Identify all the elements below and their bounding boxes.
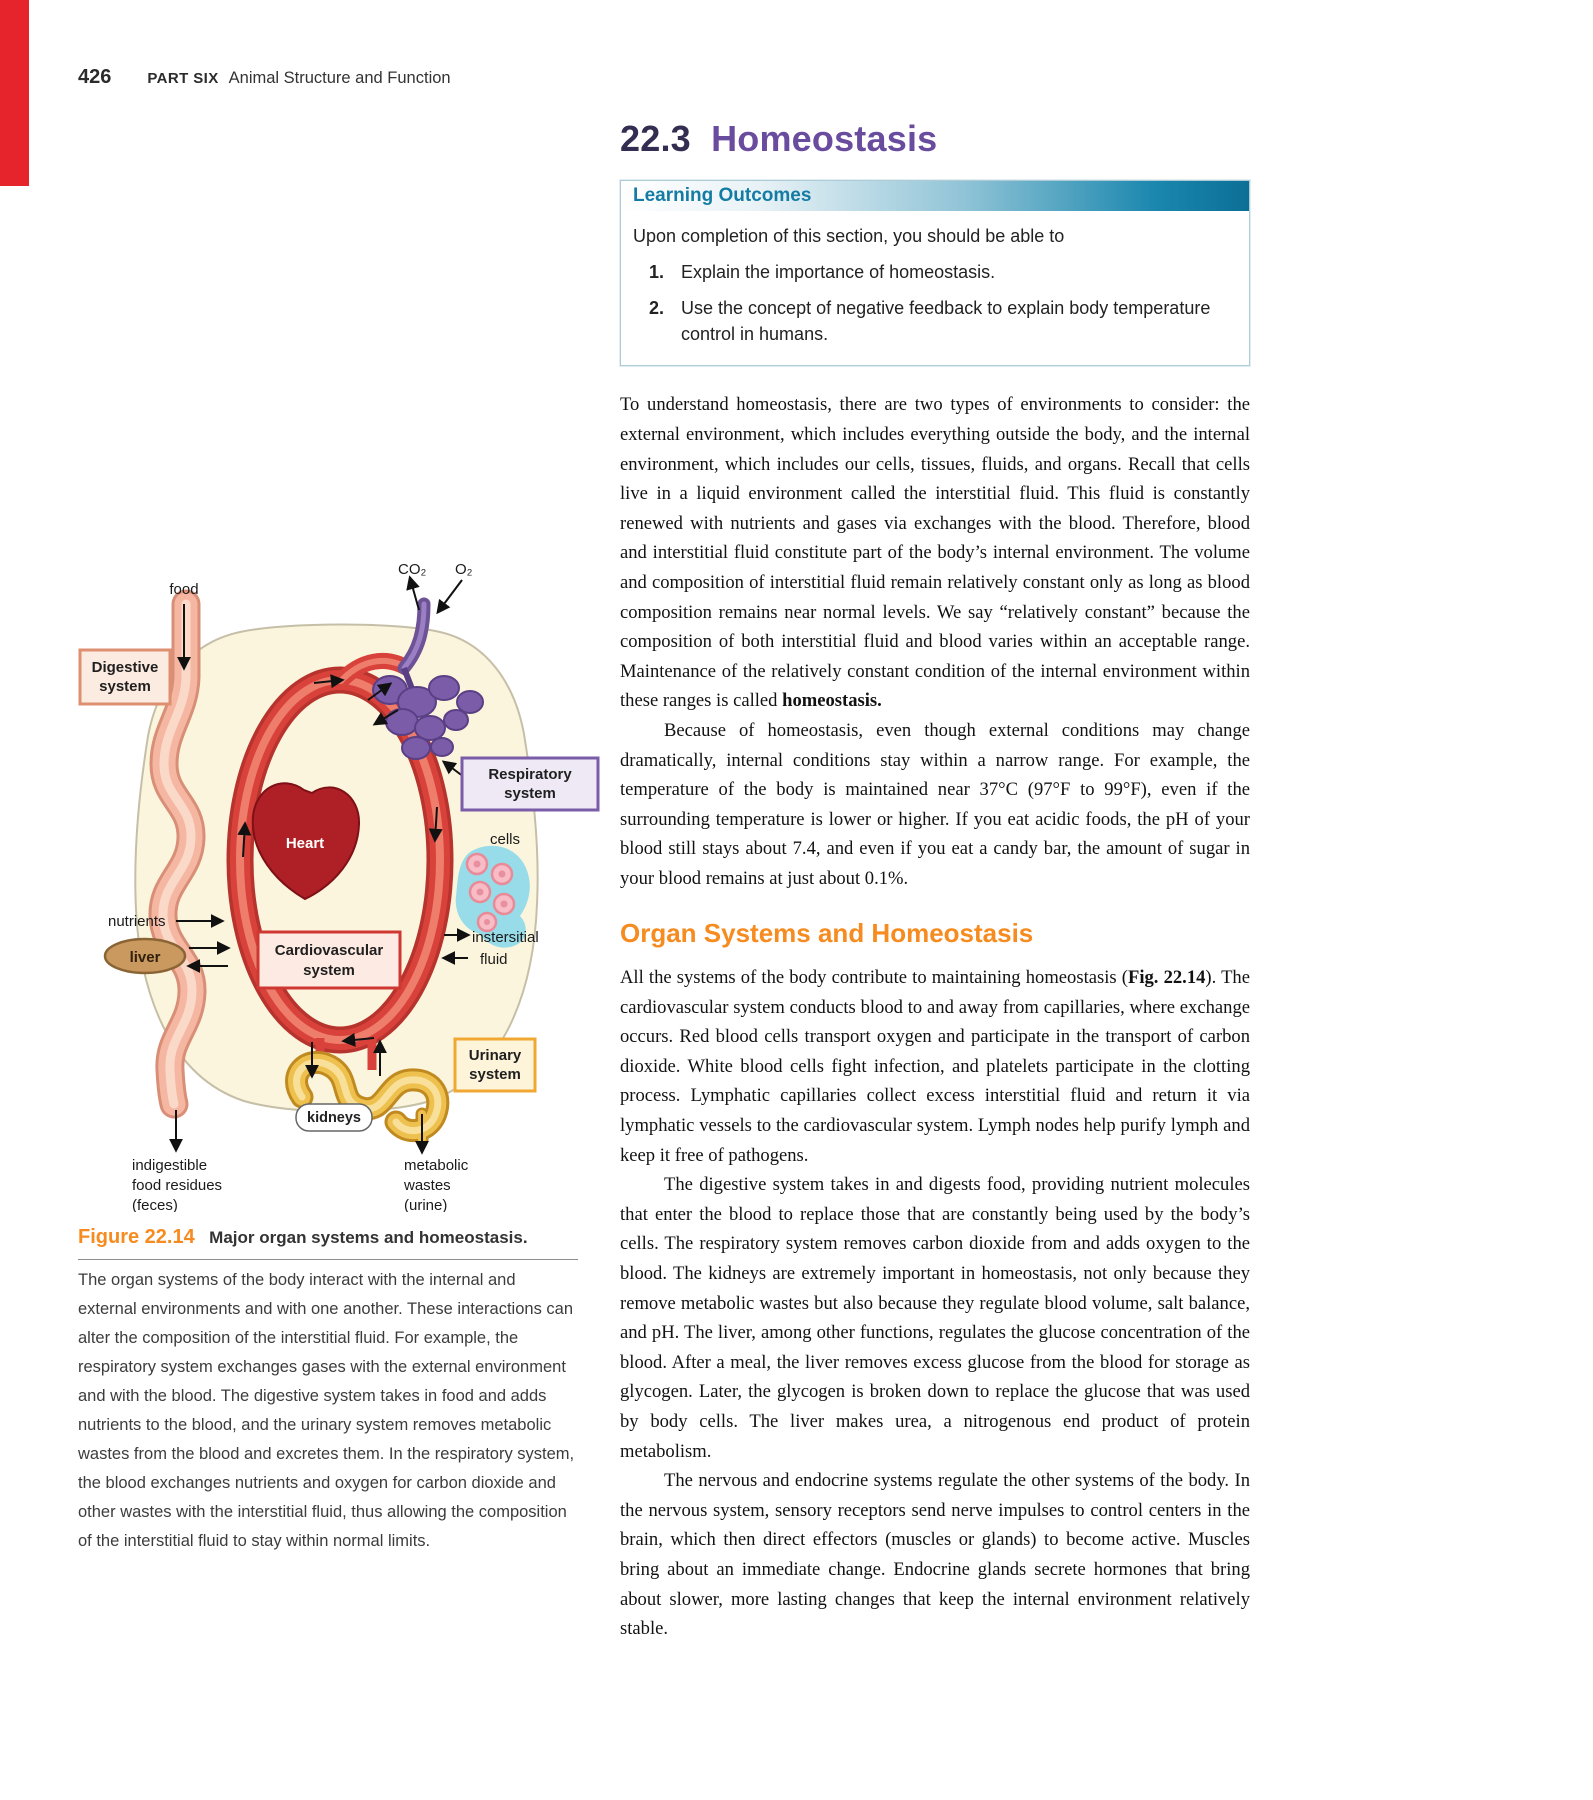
outcome-number: 2.: [649, 298, 665, 319]
o2-in-arrow: [438, 580, 462, 612]
liver: [105, 939, 185, 973]
organ-systems-diagram: [72, 552, 602, 1212]
figure-title: Major organ systems and homeostasis.: [209, 1228, 528, 1247]
nutrients-label: nutrients: [108, 913, 166, 930]
digestive-system-box: [80, 650, 170, 704]
figure-caption-heading: [78, 1226, 578, 1249]
subsection-heading: Organ Systems and Homeostasis: [620, 918, 1034, 949]
digestive-system-label: Digestive: [91, 659, 159, 676]
section-heading: [620, 118, 1250, 160]
feces-label-3: (feces): [132, 1197, 178, 1212]
learning-outcome-item: [633, 295, 1233, 347]
feces-label-2: food residues: [132, 1177, 223, 1194]
paragraph-3-text-cont: ). The cardiovascular system conducts blood to and away from capillaries, where exchange occurs. Red blood cells transport oxygen and participate in the transport of carbon dioxide. White blood cells fight infection, and platelets participate in the clotting process. Lymphatic capillaries collect excess interstitial fluid and return it via lymphatic vessels to the cardiovascular system. Lymph nodes help purify lymph and keep it free of pathogens.: [620, 967, 1250, 1166]
part-label: PART SIX: [147, 70, 219, 87]
learning-outcomes-header-bar: [621, 181, 1249, 211]
liver-label: liver: [129, 949, 161, 966]
interstitial-fluid-label: instersitial: [472, 929, 539, 946]
urinary-system-label-2: system: [469, 1066, 521, 1083]
urinary-system-box: [455, 1039, 535, 1091]
paragraph-3-text: All the systems of the body contribute to maintaining homeostasis (: [620, 967, 1128, 989]
section-number: 22.3: [620, 118, 691, 159]
urinary-system-label: Urinary: [468, 1047, 522, 1064]
figure-reference: Fig. 22.14: [1127, 967, 1206, 989]
paragraph-1-text: To understand homeostasis, there are two types of environments to consider: the external environment, which includes everything outside the body, and the internal environment, which includes our cells, tissues, fluids, and organs. Recall that cells live in a liquid environment called the interstitial fluid. This fluid is constantly renewed with nutrients and gases via exchanges with the blood. Therefore, blood and interstitial fluid constitute part of the body’s internal environment. The volume and composition of interstitial fluid remain relatively constant only as long as blood composition remains near normal levels. We say “relatively constant” because the composition of both interstitial fluid and blood varies within an acceptable range. Maintenance of the relatively constant condition of the internal environment within these ranges is called: [620, 394, 1250, 712]
food-label: food: [169, 581, 199, 598]
running-header: [78, 66, 451, 89]
learning-outcomes-box: [620, 180, 1250, 366]
main-text-column: [620, 118, 1250, 1644]
o2-label: O₂: [455, 561, 473, 578]
feces-label: indigestible: [132, 1157, 208, 1174]
page-number: 426: [78, 66, 112, 88]
learning-outcomes-body: [621, 211, 1249, 365]
paragraph-3: [620, 963, 1250, 1170]
respiratory-system-box: [462, 758, 598, 810]
co2-label: CO₂: [398, 561, 427, 578]
figure-caption-text: The organ systems of the body interact with the internal and external environments and with one another. These interactions can alter the composition of the interstitial fluid. For example, the respiratory system exchanges gases with the external environment and with the blood. The digestive system takes in food and adds nutrients to the blood, and the urinary system removes metabolic wastes from the blood and excretes them. In the respiratory system, the blood exchanges nutrients and oxygen for carbon dioxide and other wastes with the interstitial fluid, thus allowing the composition of the interstitial fluid to stay within normal limits.: [78, 1271, 575, 1550]
learning-outcomes-intro: Upon completion of this section, you should be able to: [633, 226, 1065, 246]
outcome-text: Use the concept of negative feedback to explain body temperature control in humans.: [681, 298, 1211, 345]
cardiovascular-system-box: [258, 932, 400, 988]
article-body: [620, 390, 1250, 1643]
learning-outcomes-title: Learning Outcomes: [633, 185, 812, 206]
cardiovascular-system-label: Cardiovascular: [274, 942, 384, 959]
caption-divider: [78, 1259, 578, 1260]
key-term-homeostasis: homeostasis.: [782, 690, 882, 712]
figure-caption: [78, 1226, 578, 1556]
cardiovascular-system-label-2: system: [303, 962, 355, 979]
interstitial-fluid-label-2: fluid: [480, 951, 508, 968]
respiratory-system-label-2: system: [504, 785, 556, 802]
part-title: Animal Structure and Function: [228, 69, 451, 87]
figure-number: Figure 22.14: [78, 1226, 195, 1248]
outcome-number: 1.: [649, 262, 665, 283]
figure-22-14-diagram: [72, 552, 602, 1217]
paragraph-2: Because of homeostasis, even though external conditions may change dramatically, internal conditions stay within a narrow range. For example, the temperature of the body is maintained near 37°C (97°F to 99°F), even if the surrounding temperature is lower or higher. If you eat acidic foods, the pH of your blood still stays about 7.4, and even if you eat a candy bar, the amount of sugar in your blood remains at just about 0.1%.: [620, 719, 1250, 889]
kidneys-box: [296, 1104, 372, 1131]
page-edge-stripe: [0, 0, 29, 186]
outcome-text: Explain the importance of homeostasis.: [681, 262, 996, 283]
digestive-system-label-2: system: [99, 678, 151, 695]
urine-label-2: wastes: [404, 1177, 451, 1194]
kidneys-label: kidneys: [307, 1110, 361, 1126]
co2-out-arrow: [410, 578, 419, 610]
paragraph-5: The nervous and endocrine systems regulate the other systems of the body. In the nervous system, sensory receptors send nerve impulses to control centers in the brain, which then direct effectors (muscles or glands) to become active. Muscles bring about an immediate change. Endocrine glands secrete hormones that bring about slower, more lasting changes that keep the internal environment relatively stable.: [620, 1470, 1250, 1640]
urine-label-3: (urine): [404, 1197, 448, 1212]
cells-label: cells: [490, 831, 521, 848]
paragraph-4: The digestive system takes in and digests food, providing nutrient molecules that enter the blood to replace those that are constantly being used by the body’s cells. The respiratory system removes carbon dioxide from and adds oxygen to the blood. The kidneys are extremely important in homeostasis, not only because they remove metabolic wastes but also because they regulate blood volume, salt balance, and pH. The liver, among other functions, regulates the glucose concentration of the blood. After a meal, the liver removes excess glucose from the blood for storage as glycogen. Later, the glycogen is broken down to replace the glucose that was used by body cells. The liver makes urea, a nitrogenous end product of protein metabolism.: [620, 1174, 1250, 1462]
respiratory-system-label: Respiratory: [488, 766, 572, 783]
learning-outcome-item: [633, 259, 1233, 285]
heart-label: Heart: [285, 835, 325, 852]
section-title: Homeostasis: [711, 118, 938, 159]
paragraph-1: [620, 390, 1250, 716]
urine-label: metabolic: [404, 1157, 469, 1174]
